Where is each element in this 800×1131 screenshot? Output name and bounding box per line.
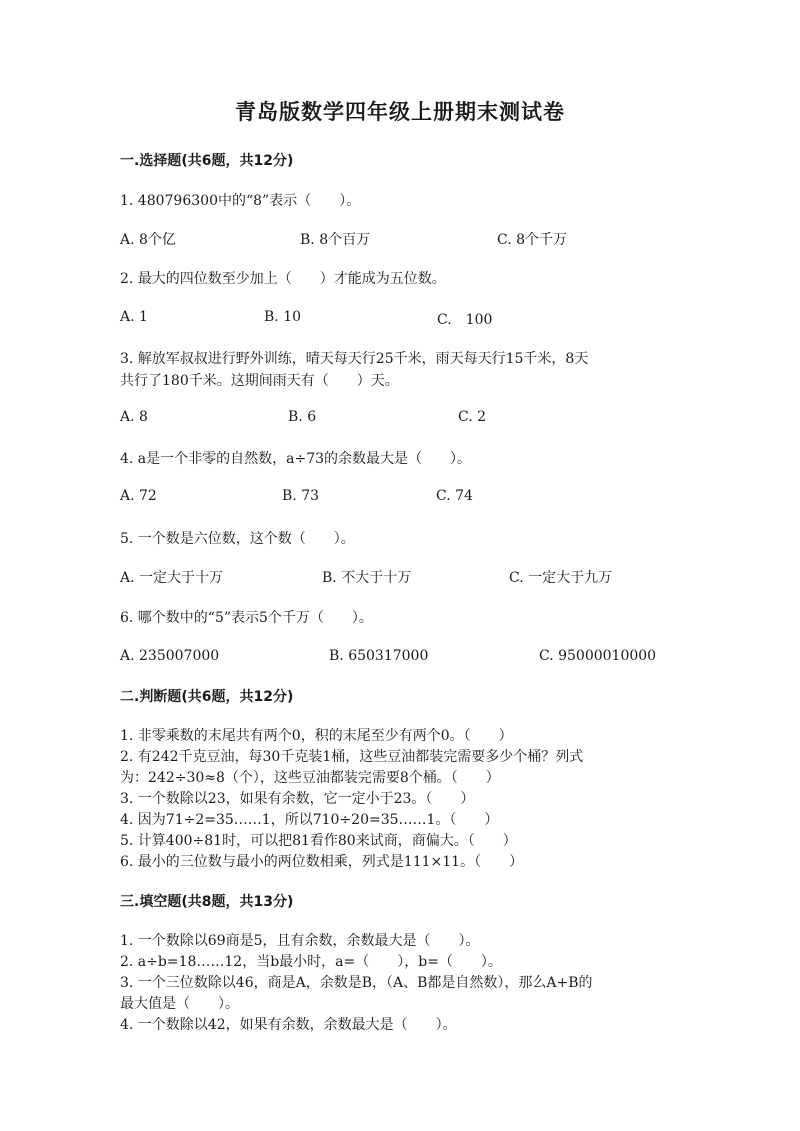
statement-line: 4. 因为71÷2=35……1，所以710÷20=35……1。（ ） xyxy=(120,812,499,828)
statement-line: 3. 一个数除以23，如果有余数，它一定小于23。（ ） xyxy=(120,791,475,807)
fill-line: 1. 一个数除以69商是5，且有余数，余数最大是（ ）。 xyxy=(120,933,480,949)
option-a: A. 72 xyxy=(120,488,157,504)
question-text: 1. 480796300中的“8”表示（ ）。 xyxy=(120,193,361,209)
section-heading-choice: 一.选择题(共6题，共12分) xyxy=(120,153,294,169)
section-heading-judgement: 二.判断题(共6题，共12分) xyxy=(120,689,294,705)
statement-line: 2. 有242千克豆油，每30千克装1桶，这些豆油都装完需要多少个桶？列式 xyxy=(120,749,584,765)
option-c: C. 74 xyxy=(436,488,473,504)
option-b: B. 不大于十万 xyxy=(322,570,412,586)
statement-line: 为：242÷30≈8（个），这些豆油都装完需要8个桶。（ ） xyxy=(120,770,500,786)
option-a: A. 1 xyxy=(120,309,148,325)
fill-line: 4. 一个数除以42，如果有余数，余数最大是（ ）。 xyxy=(120,1017,457,1033)
statement-line: 5. 计算400÷81时，可以把81看作80来试商，商偏大。（ ） xyxy=(120,833,517,849)
question-text: 2. 最大的四位数至少加上（ ）才能成为五位数。 xyxy=(120,271,446,287)
question-text: 5. 一个数是六位数，这个数（ ）。 xyxy=(120,531,355,547)
question-text: 4. a是一个非零的自然数，a÷73的余数最大是（ ）。 xyxy=(120,451,472,467)
question-text-line: 3. 解放军叔叔进行野外训练，晴天每天行25千米，雨天每天行15千米，8天 xyxy=(120,351,589,367)
option-c: C. 8个千万 xyxy=(497,232,568,248)
option-b: B. 73 xyxy=(282,488,320,504)
fill-line: 3. 一个三位数除以46，商是A，余数是B，（A、B都是自然数），那么A+B的 xyxy=(120,975,593,991)
page-title: 青岛版数学四年级上册期末测试卷 xyxy=(235,99,565,124)
section-heading-fill-in: 三.填空题(共8题，共13分) xyxy=(120,894,294,910)
option-a: A. 235007000 xyxy=(120,648,220,664)
option-c: C. 100 xyxy=(437,312,493,328)
option-a: A. 8个亿 xyxy=(120,232,176,248)
option-c: C. 一定大于九万 xyxy=(509,570,613,586)
option-c: C. 2 xyxy=(458,409,487,425)
option-a: A. 一定大于十万 xyxy=(120,570,224,586)
option-b: B. 10 xyxy=(264,309,302,325)
option-b: B. 650317000 xyxy=(329,648,429,664)
option-b: B. 6 xyxy=(288,409,317,425)
option-a: A. 8 xyxy=(120,409,148,425)
question-text-line: 共行了180千米。这期间雨天有（ ）天。 xyxy=(120,373,399,389)
fill-line: 2. a÷b=18……12，当b最小时，a=（ ），b=（ ）。 xyxy=(120,954,502,970)
option-b: B. 8个百万 xyxy=(300,232,371,248)
question-text: 6. 哪个数中的“5”表示5个千万（ ）。 xyxy=(120,610,373,626)
statement-line: 1. 非零乘数的末尾共有两个0，积的末尾至少有两个0。（ ） xyxy=(120,728,513,744)
option-c: C. 95000010000 xyxy=(539,648,657,664)
statement-line: 6. 最小的三位数与最小的两位数相乘，列式是111×11。（ ） xyxy=(120,854,524,870)
fill-line: 最大值是（ ）。 xyxy=(120,996,239,1012)
